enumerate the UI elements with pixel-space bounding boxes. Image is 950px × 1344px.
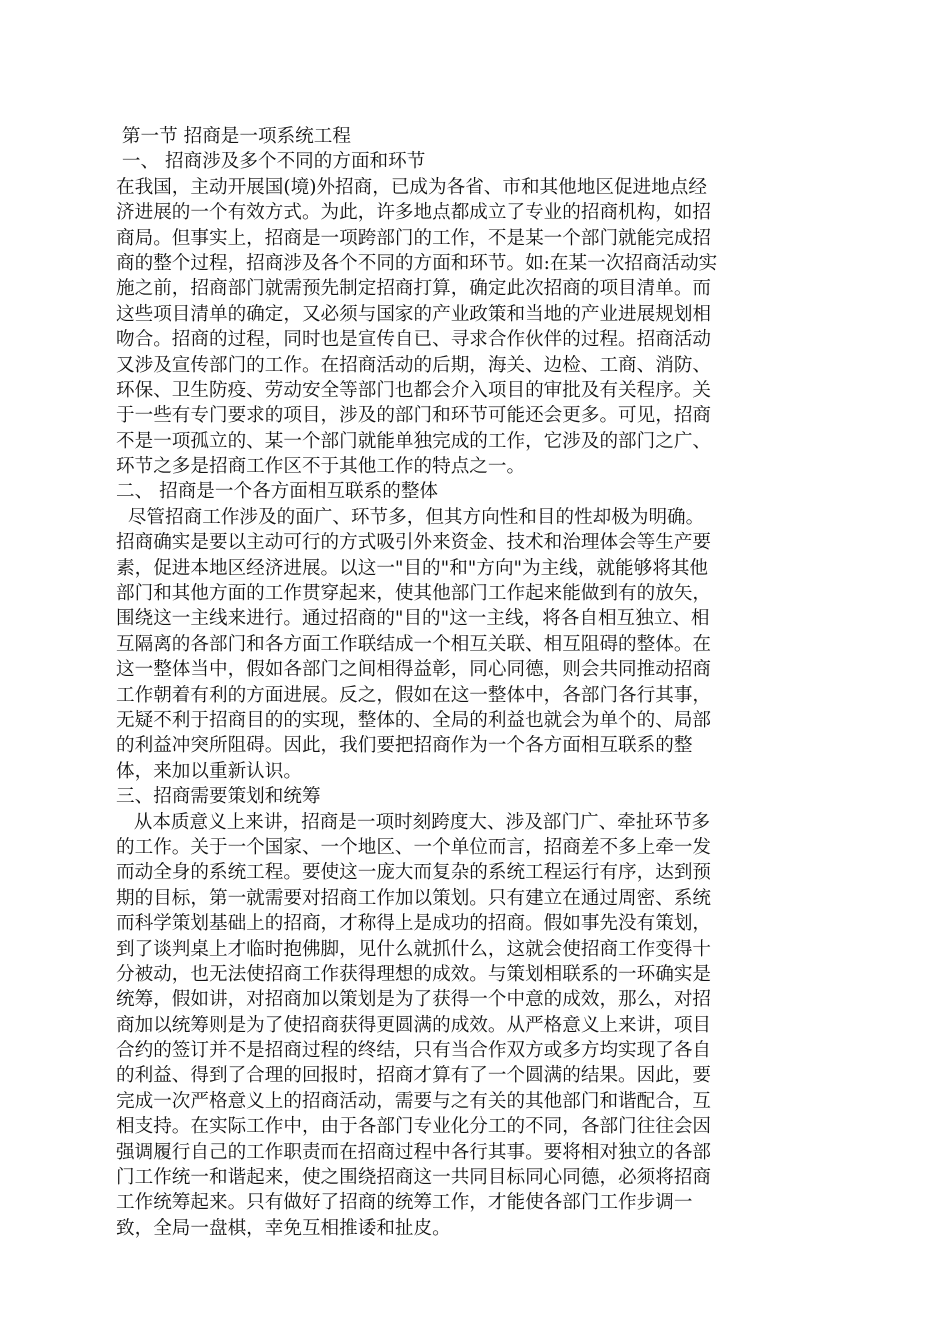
paragraph-line: 商局。但事实上，招商是一项跨部门的工作，不是某一个部门就能完成招 <box>116 227 712 249</box>
paragraph-line: 济进展的一个有效方式。为此，许多地点都成立了专业的招商机构，如招 <box>116 202 712 224</box>
paragraph-line: 这一整体当中，假如各部门之间相得益彰，同心同德，则会共同推动招商 <box>116 659 712 681</box>
paragraph-line: 吻合。招商的过程，同时也是宣传自已、寻求合作伙伴的过程。招商活动 <box>116 329 712 351</box>
document-page <box>116 124 836 1241</box>
section-3-heading: 三、招商需要策划和统筹 <box>116 786 321 808</box>
section-3 <box>116 784 836 1241</box>
paragraph-line: 完成一次严格意义上的招商活动，需要与之有关的其他部门和谐配合，互 <box>116 1090 712 1112</box>
section-2-heading: 二、 招商是一个各方面相互联系的整体 <box>116 481 439 503</box>
paragraph-line: 不是一项孤立的、某一个部门就能单独完成的工作，它涉及的部门之广、 <box>116 430 712 452</box>
paragraph-line: 统筹，假如讲，对招商加以策划是为了获得一个中意的成效，那么，对招 <box>116 989 712 1011</box>
paragraph-line: 商的整个过程，招商涉及各个不同的方面和环节。如:在某一次招商活动实 <box>116 252 718 274</box>
paragraph-line: 相支持。在实际工作中，由于各部门专业化分工的不同，各部门往往会因 <box>116 1116 712 1138</box>
section-title: 第一节 招商是一项系统工程 <box>116 126 351 147</box>
paragraph-line: 分被动，也无法使招商工作获得理想的成效。与策划相联系的一环确实是 <box>116 963 712 985</box>
section-2 <box>116 479 836 784</box>
paragraph-line: 施之前，招商部门就需预先制定招商打算，确定此次招商的项目清单。而 <box>116 278 712 300</box>
paragraph-line: 互隔离的各部门和各方面工作联结成一个相互关联、相互阻碍的整体。在 <box>116 633 712 655</box>
paragraph-line: 从本质意义上来讲，招商是一项时刻跨度大、涉及部门广、牵扯环节多 <box>116 811 711 833</box>
paragraph-line: 又涉及宣传部门的工作。在招商活动的后期，海关、边检、工商、消防、 <box>116 354 712 376</box>
paragraph-line: 而动全身的系统工程。要使这一庞大而复杂的系统工程运行有序，达到预 <box>116 862 712 884</box>
paragraph-line: 工作朝着有利的方面进展。反之，假如在这一整体中，各部门各行其事， <box>116 684 712 706</box>
paragraph-line: 工作统筹起来。只有做好了招商的统筹工作，才能使各部门工作步调一 <box>116 1192 693 1214</box>
paragraph-line: 尽管招商工作涉及的面广、环节多，但其方向性和目的性却极为明确。 <box>116 506 705 528</box>
paragraph-line: 的工作。关于一个国家、一个地区、一个单位而言，招商差不多上牵一发 <box>116 836 712 858</box>
paragraph-line: 部门和其他方面的工作贯穿起来，使其他部门工作起来能做到有的放矢， <box>116 583 712 605</box>
paragraph-line: 素，促进本地区经济进展。以这一"目的"和"方向"为主线，就能够将其他 <box>116 557 709 579</box>
section-1 <box>116 149 836 479</box>
section-1-heading: 一、 招商涉及多个不同的方面和环节 <box>116 151 426 173</box>
paragraph-line: 期的目标，第一就需要对招商工作加以策划。只有建立在通过周密、系统 <box>116 887 712 909</box>
paragraph-line: 而科学策划基础上的招商，才称得上是成功的招商。假如事先没有策划， <box>116 913 712 935</box>
paragraph-line: 于一些有专门要求的项目，涉及的部门和环节可能还会更多。可见，招商 <box>116 405 712 427</box>
paragraph-line: 的利益冲突所阻碍。因此，我们要把招商作为一个各方面相互联系的整 <box>116 735 693 757</box>
paragraph-line: 环节之多是招商工作区不于其他工作的特点之一。 <box>116 456 526 478</box>
paragraph-line: 的利益、得到了合理的回报时，招商才算有了一个圆满的结果。因此，要 <box>116 1065 712 1087</box>
paragraph-line: 强调履行自己的工作职责而在招商过程中各行其事。要将相对独立的各部 <box>116 1141 712 1163</box>
paragraph-line: 到了谈判桌上才临时抱佛脚，见什么就抓什么，这就会使招商工作变得十 <box>116 938 712 960</box>
paragraph-line: 致，全局一盘棋，幸免互相推诿和扯皮。 <box>116 1217 451 1239</box>
paragraph-line: 这些项目清单的确定，又必须与国家的产业政策和当地的产业进展规划相 <box>116 303 712 325</box>
paragraph-line: 环保、卫生防疫、劳动安全等部门也都会介入项目的审批及有关程序。关 <box>116 379 712 401</box>
paragraph-line: 商加以统筹则是为了使招商获得更圆满的成效。从严格意义上来讲，项目 <box>116 1014 712 1036</box>
paragraph-line: 招商确实是要以主动可行的方式吸引外来资金、技术和治理体会等生产要 <box>116 532 712 554</box>
paragraph-line: 合约的签订并不是招商过程的终结，只有当合作双方或多方均实现了各自 <box>116 1040 712 1062</box>
paragraph-line: 在我国，主动开展国(境)外招商，已成为各省、市和其他地区促进地点经 <box>116 176 707 198</box>
paragraph-line: 无疑不利于招商目的的实现，整体的、全局的利益也就会为单个的、局部 <box>116 709 712 731</box>
paragraph-line: 门工作统一和谐起来，使之围绕招商这一共同目标同心同德，必须将招商 <box>116 1167 712 1189</box>
paragraph-line: 围绕这一主线来进行。通过招商的"目的"这一主线，将各自相互独立、相 <box>116 608 710 630</box>
paragraph-line: 体，来加以重新认识。 <box>116 760 302 782</box>
